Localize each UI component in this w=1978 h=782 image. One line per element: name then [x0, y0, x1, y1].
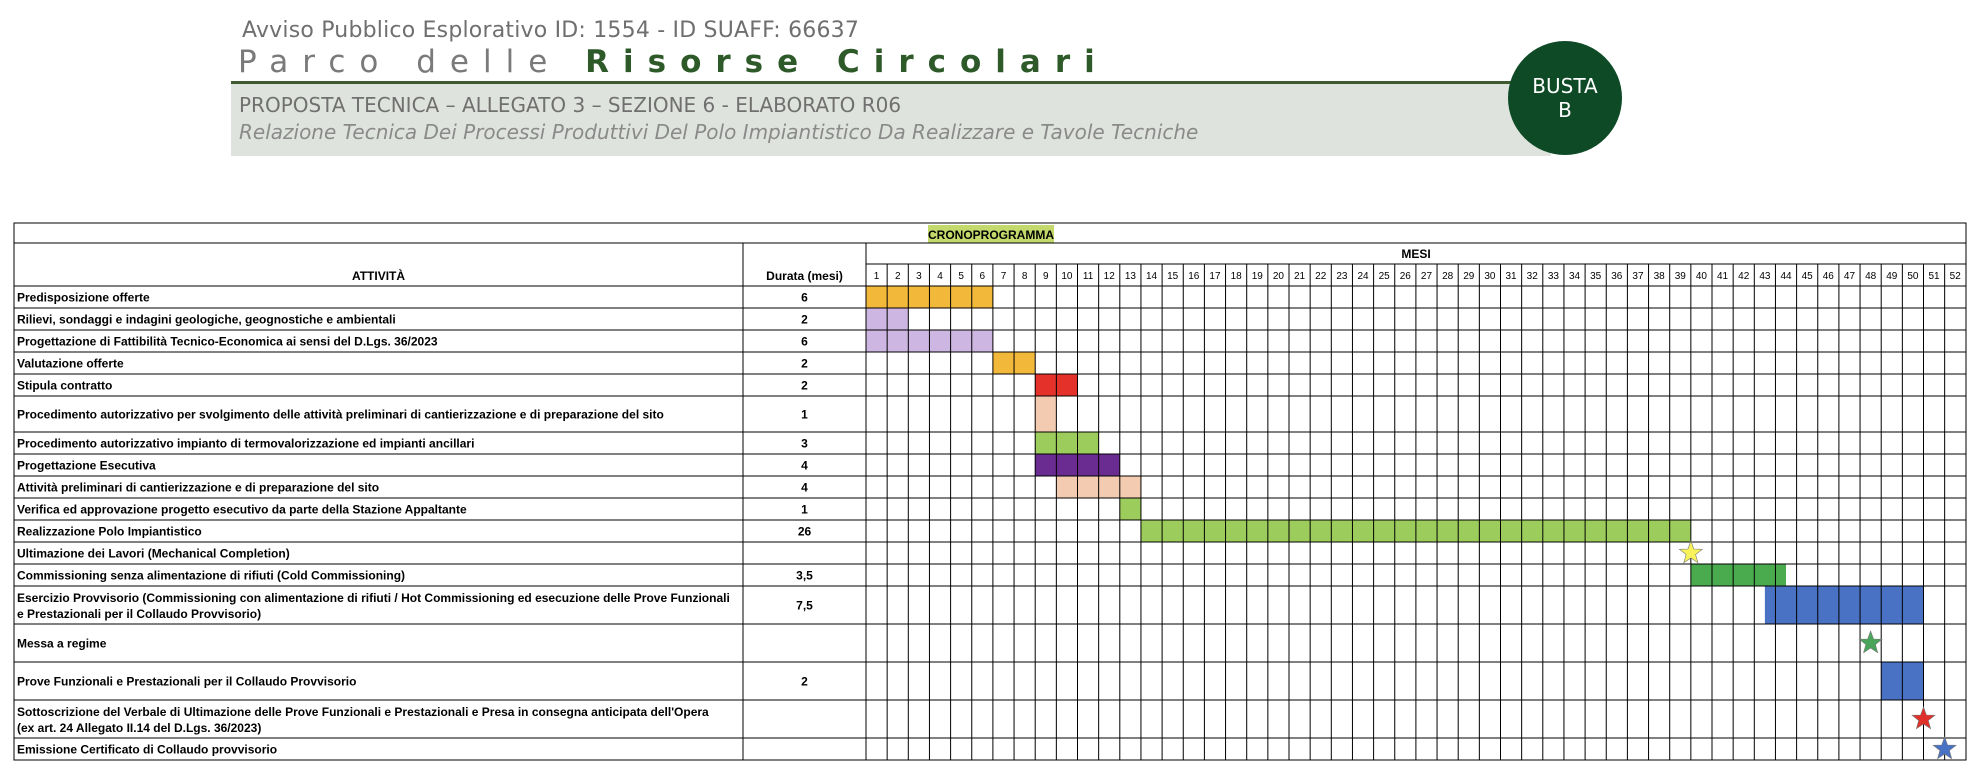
activity-label: Procedimento autorizzativo per svolgimento delle attività preliminari di cantierizzazione e di preparazione del sito	[17, 407, 664, 422]
header-top-line: Avviso Pubblico Esplorativo ID: 1554 - ID SUAFF: 66637	[242, 18, 860, 43]
duration-value: 2	[801, 674, 808, 689]
activity-label: Progettazione di Fattibilità Tecnico-Economica ai sensi del D.Lgs. 36/2023	[17, 334, 438, 349]
header-title-bold: Risorse Circolari	[585, 44, 1109, 80]
month-tick-label: 44	[1780, 271, 1792, 282]
month-tick-label: 50	[1907, 271, 1919, 282]
duration-value: 6	[801, 334, 808, 349]
duration-column-header: Durata (mesi)	[766, 269, 843, 283]
busta-badge-line1: BUSTA	[1532, 74, 1598, 98]
activity-label: Sottoscrizione del Verbale di Ultimazione delle Prove Funzionali e Prestazionali e Presa in consegna anticipata dell'Opera	[17, 705, 709, 719]
activity-label: Predisposizione offerte	[17, 290, 150, 305]
month-tick-label: 33	[1547, 271, 1559, 282]
duration-value: 2	[801, 312, 808, 327]
duration-value: 2	[801, 378, 808, 393]
month-tick-label: 37	[1632, 271, 1644, 282]
month-tick-label: 20	[1272, 271, 1284, 282]
activity-label: Verifica ed approvazione progetto esecutivo da parte della Stazione Appaltante	[17, 502, 467, 517]
month-tick-label: 1	[873, 271, 880, 282]
month-tick-label: 5	[958, 271, 964, 282]
month-tick-label: 29	[1463, 271, 1475, 282]
month-tick-label: 49	[1886, 271, 1898, 282]
header-title-light: Parco delle	[238, 44, 562, 80]
month-tick-label: 40	[1695, 271, 1707, 282]
activity-label: Commissioning senza alimentazione di rifiuti (Cold Commissioning)	[17, 568, 406, 583]
month-tick-label: 24	[1357, 271, 1369, 282]
activity-label: Messa a regime	[17, 636, 107, 651]
month-tick-label: 3	[916, 271, 922, 282]
month-tick-label: 7	[1000, 271, 1007, 282]
month-tick-label: 6	[979, 271, 986, 282]
month-tick-label: 8	[1021, 271, 1028, 282]
month-tick-label: 10	[1061, 271, 1073, 282]
months-label: MESI	[1401, 247, 1431, 261]
month-tick-label: 23	[1336, 271, 1348, 282]
month-tick-label: 43	[1759, 271, 1771, 282]
header-subtitle: Relazione Tecnica Dei Processi Produttivi Del Polo Impiantistico Da Realizzare e Tavole Tecniche	[239, 120, 1199, 144]
duration-value: 3,5	[796, 568, 813, 583]
activity-label: Realizzazione Polo Impiantistico	[17, 524, 202, 539]
busta-badge-line2: B	[1558, 98, 1572, 122]
month-tick-label: 42	[1738, 271, 1750, 282]
month-tick-label: 32	[1526, 271, 1538, 282]
duration-value: 6	[801, 290, 808, 305]
month-tick-label: 12	[1103, 271, 1115, 282]
activity-label: Procedimento autorizzativo impianto di termovalorizzazione ed impianti ancillari	[17, 436, 475, 451]
activity-label: Attività preliminari di cantierizzazione e di preparazione del sito	[17, 480, 380, 495]
month-tick-label: 17	[1209, 271, 1221, 282]
month-tick-label: 30	[1484, 271, 1496, 282]
month-tick-label: 47	[1843, 271, 1856, 282]
month-tick-label: 38	[1653, 271, 1665, 282]
duration-value: 1	[801, 502, 808, 517]
bar-row13-1	[1691, 564, 1786, 586]
month-tick-label: 51	[1928, 271, 1940, 282]
chart-title: CRONOPROGRAMMA	[928, 228, 1054, 242]
activity-label: (ex art. 24 Allegato II.14 del D.Lgs. 36/2023)	[17, 721, 262, 735]
duration-value: 4	[801, 458, 808, 473]
month-tick-label: 34	[1568, 271, 1581, 282]
month-tick-label: 35	[1590, 271, 1602, 282]
month-tick-label: 25	[1378, 271, 1390, 282]
month-tick-label: 11	[1082, 271, 1094, 282]
activity-label: Stipula contratto	[17, 378, 113, 393]
month-tick-label: 31	[1505, 271, 1517, 282]
month-tick-label: 26	[1399, 271, 1411, 282]
month-tick-label: 36	[1611, 271, 1623, 282]
duration-value: 2	[801, 356, 808, 371]
activity-label: e Prestazionali per il Collaudo Provvisorio)	[17, 607, 262, 621]
duration-value: 4	[801, 480, 808, 495]
activity-label: Emissione Certificato di Collaudo provvisorio	[17, 742, 278, 757]
month-tick-label: 2	[894, 271, 901, 282]
month-tick-label: 4	[937, 271, 943, 282]
month-tick-label: 18	[1230, 271, 1242, 282]
month-tick-label: 41	[1717, 271, 1729, 282]
month-tick-label: 13	[1124, 271, 1136, 282]
month-tick-label: 16	[1188, 271, 1200, 282]
month-tick-label: 15	[1167, 271, 1179, 282]
month-tick-label: 19	[1251, 271, 1263, 282]
month-tick-label: 9	[1042, 271, 1049, 282]
activity-label: Rilievi, sondaggi e indagini geologiche, geognostiche e ambientali	[17, 312, 396, 327]
header-section-line: PROPOSTA TECNICA – ALLEGATO 3 – SEZIONE 6 - ELABORATO R06	[239, 93, 902, 117]
month-tick-label: 46	[1822, 271, 1834, 282]
bar-row14-1	[1765, 586, 1924, 624]
activity-label: Progettazione Esecutiva	[17, 458, 156, 473]
month-tick-label: 22	[1315, 271, 1327, 282]
activity-label: Valutazione offerte	[17, 356, 124, 371]
bar-row10-1	[1120, 498, 1141, 520]
duration-value: 26	[797, 524, 812, 539]
month-tick-label: 39	[1674, 271, 1686, 282]
month-tick-label: 48	[1865, 271, 1877, 282]
bar-row6-1	[1035, 396, 1056, 432]
month-tick-label: 28	[1442, 271, 1454, 282]
month-tick-label: 21	[1294, 271, 1306, 282]
month-tick-label: 45	[1801, 271, 1813, 282]
activity-column-header: ATTIVITÀ	[351, 269, 406, 283]
month-tick-label: 14	[1145, 271, 1158, 282]
duration-value: 3	[801, 436, 808, 451]
month-tick-label: 52	[1949, 271, 1961, 282]
duration-value: 1	[801, 407, 808, 422]
activity-label: Esercizio Provvisorio (Commissioning con alimentazione di rifiuti / Hot Commissioning ed esecuzione delle Prove Funzionali	[17, 591, 730, 605]
milestone-star-row15	[1859, 631, 1882, 653]
duration-value: 7,5	[796, 598, 813, 613]
activity-label: Ultimazione dei Lavori (Mechanical Completion)	[17, 546, 290, 561]
activity-label: Prove Funzionali e Prestazionali per il Collaudo Provvisorio	[17, 674, 357, 689]
bar-row7-1	[1035, 432, 1098, 454]
month-tick-label: 27	[1420, 271, 1433, 282]
